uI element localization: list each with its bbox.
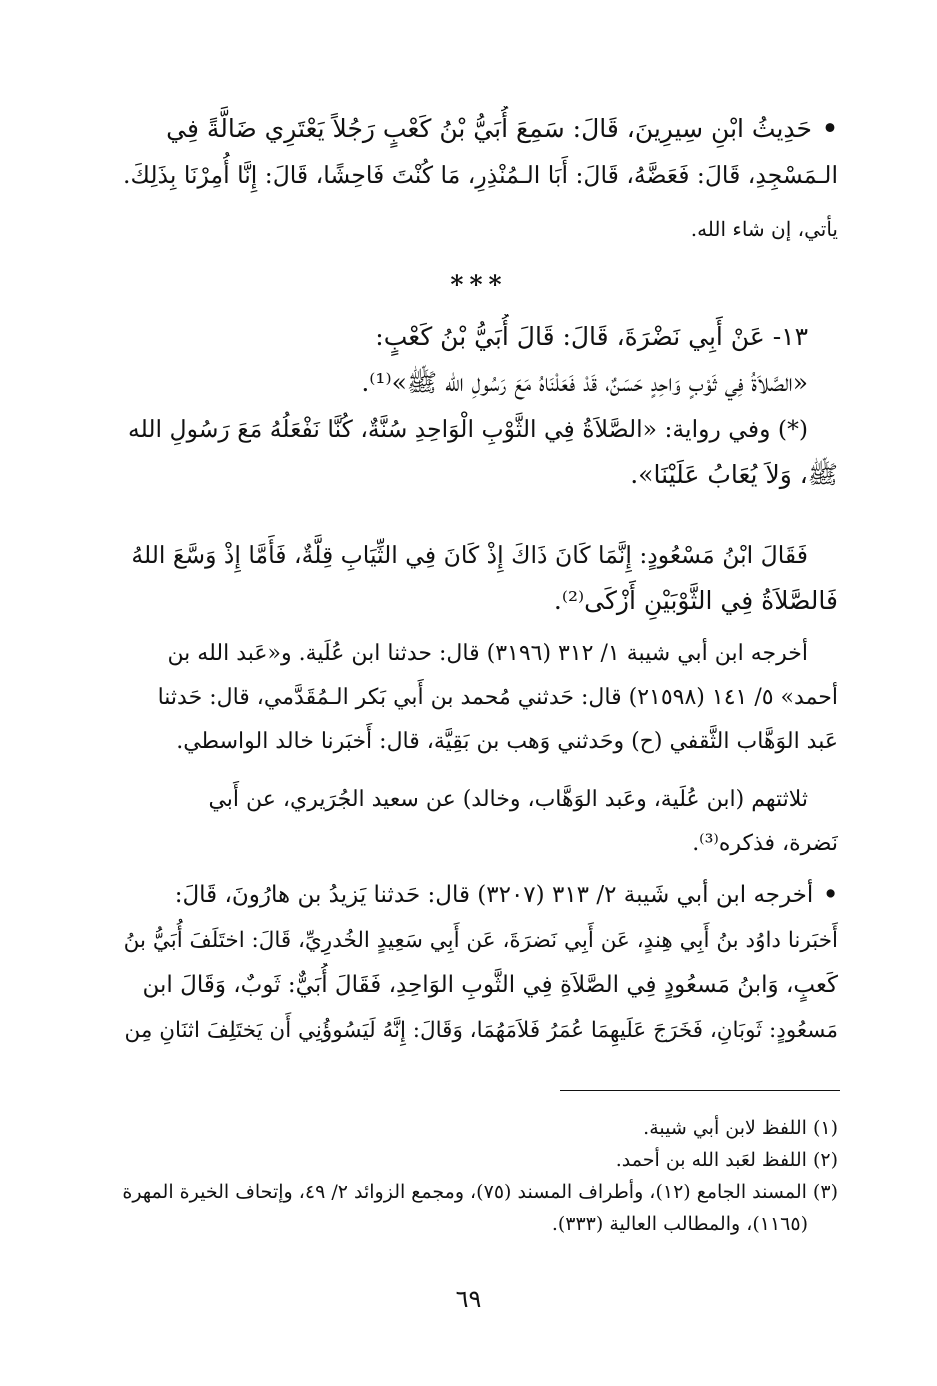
- hadith-quote: «الصَّلاَةُ فِي ثَوْبٍ وَاحِدٍ حَسَنٌ، قَدْ فَعَلْنَاهُ مَعَ رَسُولِ الله ﷺ»⁽¹⁾.: [361, 368, 808, 397]
- takhrij-paragraph: أخرجه ابن أبي شيبة ١/ ٣١٢ (٣١٩٦) قال: حدثنا ابن عُلَية. و«عَبد الله بن أحمد» ٥/ ١٤١ (٢١٥٩٨) قال: حَدثني مُحمد بن أَبي بَكر الـمُقَدَّمي، قال: حَدثنا عَبد الوَهَّاب الثَّقفي (ح) وحَدثني وَهب بن بَقِيَّة، قال: أَخبَرنا خالد الواسطي.: [157, 641, 838, 754]
- bullet: •: [822, 114, 838, 143]
- footnote-3: (٣) المسند الجامع (١٢)، وأطراف المسند (٧٥)، ومجمع الزوائد ٢/ ٤٩، وإتحاف الخيرة المهرة: [122, 1181, 838, 1203]
- paragraph-abu-said: [120, 872, 838, 1053]
- variant-line: (*) وفي رواية: «الصَّلاَةُ فِي الثَّوْبِ الْوَاحِدِ سُنَّةٌ، كُنَّا نَفْعَلُهُ مَعَ رَسُولِ الله: [127, 415, 808, 443]
- paragraph-ibn-sirin: [120, 106, 838, 198]
- reply-line: فَالصَّلاَةُ فِي الثَّوْبَيْنِ أَزْكَى⁽²⁾.: [553, 586, 838, 615]
- takhrij-chain-paragraph: ثلاثتهم (ابن عُلَية، وعَبد الوَهَّاب، وخالد) عن سعيد الجُرَيري، عن أَبي نَضرة، فذكره⁽³⁾.: [208, 787, 838, 856]
- variant-line: ﷺ، وَلاَ يُعَابُ عَلَيْنَا».: [630, 460, 838, 489]
- footnote-3-continued: (١١٦٥)، والمطالب العالية (٣٣٣).: [551, 1213, 808, 1235]
- bullet: •: [823, 881, 838, 908]
- hadith-13: [120, 314, 838, 498]
- note-line: يأتي، إن شاء الله.: [690, 217, 838, 241]
- reply-line: فَقَالَ ابْنُ مَسْعُودٍ: إِنَّمَا كَانَ ذَاكَ إِذْ كَانَ فِي الثِّيَابِ قِلَّةٌ، فَأَمَّا إِذْ وَسَّعَ اللهُ: [131, 541, 808, 569]
- paragraph-line: •حَدِيثُ ابْنِ سِيرِينَ، قَالَ: سَمِعَ أُبَيُّ بْنُ كَعْبٍ رَجُلاً يَعْتَرِي ضَالَّةً فِي: [166, 114, 838, 143]
- paragraph-line: مَسعُودٍ: ثَوبَانِ، فَخَرَجَ عَلَيهِمَا عُمَرُ فَلاَمَهُمَا، وَقَالَ: إِنَّهُ لَيَسُوؤُنِي أَن يَختَلِفَ اثنَانِ مِن: [124, 1018, 838, 1043]
- paragraph-line: الـمَسْجِدِ، قَالَ: فَعَضَّهُ، قَالَ: أَبَا الـمُنْذِرِ، مَا كُنْتَ فَاحِشًا، قَالَ: إِنَّا أُمِرْنَا بِذَلِكَ.: [123, 161, 838, 189]
- section-separator: ***: [450, 270, 508, 299]
- page-number: ٦٩: [455, 1285, 482, 1313]
- hadith-heading: ١٣- عَنْ أَبِي نَضْرَةَ، قَالَ: قَالَ أُبَيُّ بْنُ كَعْبٍ:: [375, 322, 808, 351]
- footnote-1: (١) اللفظ لابن أبي شيبة.: [643, 1117, 838, 1139]
- paragraph-line: •أخرجه ابن أبي شَيبة ٢/ ٣١٣ (٣٢٠٧) قال: حَدثنا يَزيدُ بن هارُونَ، قَالَ:: [174, 881, 838, 908]
- footnotes: [120, 1112, 838, 1240]
- paragraph-line: كَعبٍ، وَابنُ مَسعُودٍ فِي الصَّلاَةِ فِي الثَّوبِ الوَاحِدِ، فَقَالَ أُبَيٌّ: ثَوبٌ، وَقَالَ ابن: [142, 972, 838, 998]
- footnote-2: (٢) اللفظ لعَبد الله بن أحمد.: [615, 1149, 838, 1171]
- ibn-masud-reply: [120, 532, 838, 624]
- footnote-divider: [560, 1090, 840, 1091]
- paragraph-line: أَخبَرنا داوُد بنُ أَبِي هِندٍ، عَن أَبِي نَضرَةَ، عَن أَبِي سَعِيدٍ الخُدرِيِّ، قَالَ: اختَلَفَ أُبَيُّ بنُ: [123, 928, 838, 953]
